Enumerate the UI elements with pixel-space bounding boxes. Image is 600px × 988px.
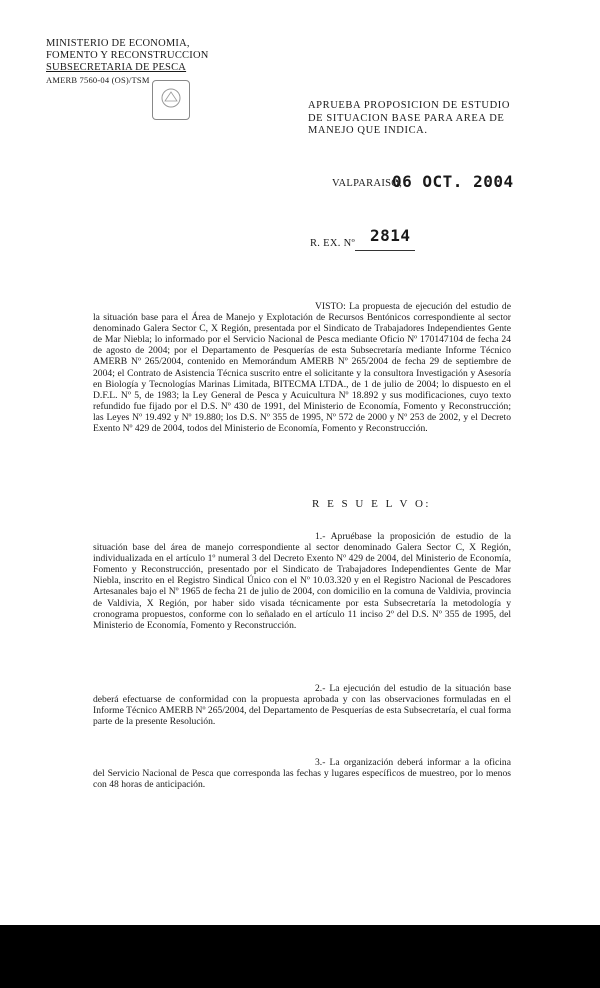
resolution-item-3 (93, 757, 511, 790)
visto-paragraph (93, 301, 511, 434)
resolution-item-2 (93, 683, 511, 727)
official-seal-icon (152, 80, 190, 120)
item-2-text: 2.- La ejecución del estudio de la situación base deberá efectuarse de conformidad con la propuesta aprobada y con las observaciones formuladas en el Informe Técnico AMERB Nº 265/2004, del Departamento de Pesquerías de esta Subsecretaría, el cual forma parte de la presente Resolución. (93, 683, 511, 728)
letterhead-subsecretaria: SUBSECRETARIA DE PESCA (46, 62, 187, 73)
item-1-text: 1.- Apruébase la proposición de estudio de la situación base del área de manejo correspondiente al sector denominado Galera Sector C, X Región, individualizada en el artículo 1º numeral 3 del Decreto Exento Nº 429 de 2004, del Ministerio de Economía, Fomento y Reconstrucción, presentado por el Sindicato de Trabajadores Independientes Gente de Mar Niebla, inscrito en el Registro Sindical Único con el Nº 10.03.320 y en el Registro Nacional de Pescadores Artesanales bajo el Nº 1965 de fecha 21 de julio de 2004, con domicilio en la comuna de Valdivia, provincia de Valdivia, X Región, por haber sido visada técnicamente por esta Subsecretaría la metodología y cronograma propuestos, conforme con lo señalado en el artículo 11 inciso 2º del D.S. Nº 355 de 1995, del Ministerio de Economía, Fomento y Reconstrucción. (93, 531, 511, 631)
letterhead-ministry: MINISTERIO DE ECONOMIA, (46, 38, 190, 49)
item-3-text: 3.- La organización deberá informar a la oficina del Servicio Nacional de Pesca que corresponda las fechas y lugares específicos de muestreo, por lo menos con 48 horas de anticipación. (93, 757, 511, 791)
document-title: APRUEBA PROPOSICION DE ESTUDIO DE SITUACION BASE PARA AREA DE MANEJO QUE INDICA. (308, 100, 511, 136)
resolution-number: 2814 (370, 226, 411, 245)
resolution-number-underline (355, 250, 415, 251)
resolution-label: R. EX. Nº (310, 238, 356, 249)
letterhead-fomento: FOMENTO Y RECONSTRUCCION (46, 50, 209, 61)
resolution-item-1 (93, 531, 511, 631)
resuelvo-heading: R E S U E L V O: (312, 498, 431, 510)
visto-text: VISTO: La propuesta de ejecución del estudio de la situación base para el Área de Manejo y Explotación de Recursos Bentónicos correspondiente al sector denominado Galera Sector C, X Región, presentada por el Sindicato de Trabajadores Independientes Gente de Mar Niebla; lo informado por el Servicio Nacional de Pesca mediante Oficio Nº 170147104 de fecha 24 de agosto de 2004; por el Departamento de Pesquerías de esta Subsecretaría mediante Informe Técnico AMERB Nº 265/2004, contenido en Memorándum AMERB Nº 265/2004 de fecha 29 de septiembre de 2004; el Contrato de Asistencia Técnica suscrito entre el solicitante y la consultora Investigación y Asesoría en Biología y Tecnologías Marinas Limitada, BITECMA LTDA., de 1 de julio de 2004; lo dispuesto en el D.F.L. Nº 5, de 1983; la Ley General de Pesca y Acuicultura Nº 18.892 y sus modificaciones, cuyo texto refundido fue fijado por el D.S. Nº 430 de 1991, del Ministerio de Economía, Fomento y Reconstrucción; las Leyes Nº 19.492 y Nº 19.880; los D.S. Nº 355 de 1995, Nº 572 de 2000 y Nº 253 de 2002, y el Decreto Exento Nº 429 de 2004, todos del Ministerio de Economía, Fomento y Reconstrucción. (93, 301, 511, 435)
letterhead (46, 38, 209, 86)
letterhead-reference: AMERB 7560-04 (OS)/TSM (46, 75, 150, 85)
seal-emblem-icon (160, 87, 182, 109)
date-place: VALPARAISO, (332, 178, 403, 189)
date-stamp: 06 OCT. 2004 (392, 172, 514, 191)
